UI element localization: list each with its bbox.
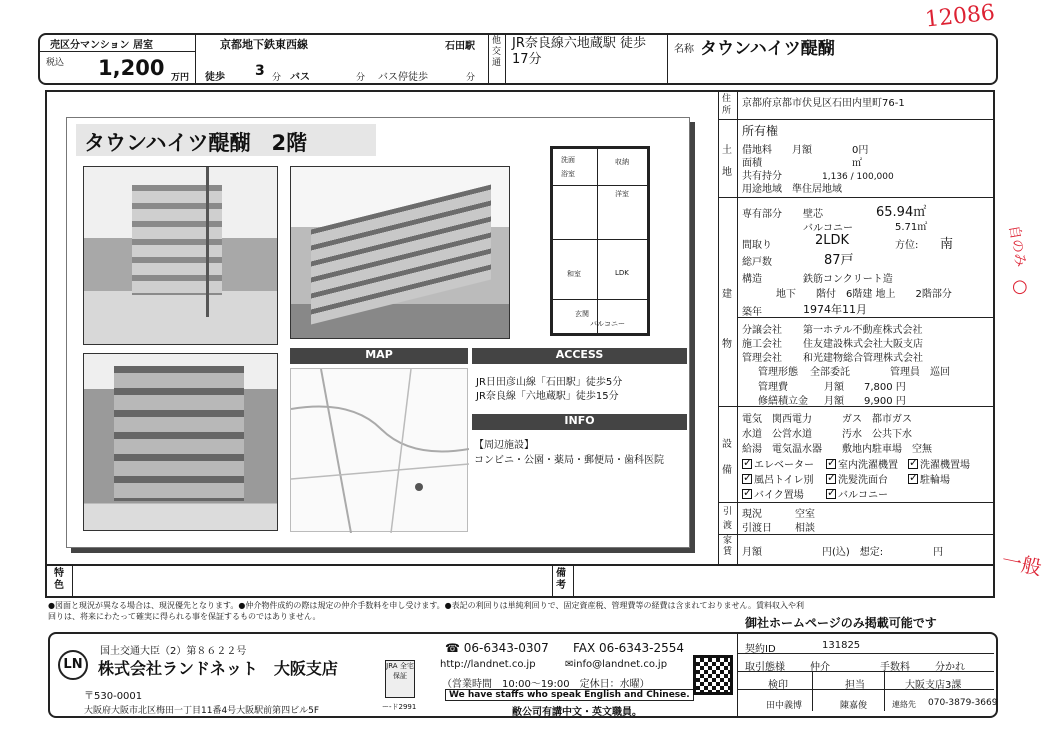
chinese-note: 敝公司有講中文・英文職員。 [512,707,642,718]
floor-plan [550,146,650,336]
facility-row-2: 水道 公営水道 汚水 公共下水 [742,429,912,440]
access-line-1: JR日田彦山線「石田駅」徒歩5分 [476,377,623,388]
floorplan-room-6: 玄関 [575,310,589,318]
fee-label: 手数料 [880,662,910,673]
checkbox-icon [826,474,836,484]
floorplan-room-4: 洗面 [561,156,575,164]
checkbox-icon [826,489,836,499]
tax-label: 税込 [46,58,65,68]
land-label: 土地 [722,145,732,178]
manager-value: 和光建物総合管理株式会社 [803,353,923,364]
land-area-label: 面積 [742,158,762,169]
address-value: 京都府京都市伏見区石田内里町76-1 [742,98,905,109]
handwritten-circle: ○ [1012,276,1028,297]
access-band: ACCESS [472,348,687,364]
mgmt-type-value: 全部委託 [810,367,850,378]
mgmt-fee-value: 月額 7,800 円 [824,382,906,393]
land-area-unit: ㎡ [852,158,862,169]
check-vanity[interactable]: ✓ 洗髪洗面台 [826,471,888,486]
floorplan-room-1: 洋室 [615,190,629,198]
status-label: 現況 [742,509,762,520]
facility-row-3: 給湯 電気温水器 敷地内駐車場 空無 [742,444,932,455]
check-stamp-label: 検印 [768,680,788,691]
other-transport-label: 他交通 [492,36,502,68]
info-band: INFO [472,414,687,430]
builder-value: 住友建設株式会社大阪支店 [803,339,923,350]
category-label: 売区分マンション 居室 [50,40,154,51]
remarks-row [45,564,995,598]
staff-name-2: 陳嘉俊 [840,701,868,711]
map-band: MAP [290,348,468,364]
photo-building-side [83,353,278,531]
qr-code-icon [693,655,733,695]
website-url[interactable]: http://landnet.co.jp [440,659,536,670]
balcony-label: バルコニー [803,223,853,234]
land-ownership: 所有権 [742,124,779,138]
land-lease-value: 月額 0円 [792,145,869,156]
walk-label: 徒歩 [205,72,225,83]
contact-value: 070-3879-3669 [928,698,998,708]
association-number: ー-ド2991 [382,703,417,711]
direction-label: 方位: [895,240,919,251]
layout-value: 2LDK [815,233,850,248]
company-address: 大阪府大阪市北区梅田一丁目11番4号大阪駅前第四ビル5F [84,706,320,716]
info-heading: 【周辺施設】 [474,440,534,451]
status-value: 空室 [795,509,815,520]
zoning-value: 準住居地域 [792,184,842,195]
floorplan-room-3: 和室 [567,270,581,278]
walk-minutes: 3 [255,63,265,79]
exclusive-label: 専有部分 [742,209,782,220]
company-logo: LN [58,650,88,680]
check-elevator[interactable]: ✓エレベーター [742,456,814,471]
land-lease-label: 借地料 [742,145,772,156]
check-washer-space[interactable]: ✓ 洗濯機置場 [908,456,970,471]
notes-label: 備考 [556,568,566,591]
direction-value: 南 [940,237,954,252]
other-transport-value: JR奈良線六地蔵駅 徒歩17分 [512,36,646,67]
handover-label: 引渡 [723,507,733,531]
disclaimer-2: 回りは、将来にわたって確実に得られる事を保証するものではありません。 [48,612,321,621]
bus-stop-unit: 分 [466,73,476,83]
tel-number: ☎ 06-6343-0307 [445,641,549,655]
floorplan-room-2: LDK [615,269,629,277]
built-label: 築年 [742,307,762,318]
contact-label: 連絡先 [892,700,916,709]
access-line-2: JR奈良線「六地蔵駅」徒歩15分 [476,391,619,402]
features-label: 特色 [54,568,64,591]
floors-value: 地下 階付 6階建 地上 2階部分 [776,289,952,300]
mgmt-type-label: 管理形態 [758,367,798,378]
rent-label: 家賃 [723,536,733,557]
units-value: 87戸 [824,253,854,268]
handwritten-number: 12086 [923,0,997,33]
business-hours: （営業時間 10:00～19:00 定休日：水曜） [442,679,650,690]
walk-unit: 分 [272,73,282,83]
floorplan-room-5: 浴室 [561,170,575,178]
property-name: タウンハイツ醍醐 [700,39,835,59]
email-address[interactable]: ✉info@landnet.co.jp [565,659,668,670]
mgmt-fee-label: 管理費 [758,382,788,393]
land-share-label: 共有持分 [742,171,782,182]
station-name: 石田駅 [445,41,475,52]
wall-center-label: 壁芯 [803,209,823,220]
english-note: We have staffs who speak English and Chinese. [445,689,694,701]
structure-value: 鉄筋コンクリート造 [803,274,893,285]
units-label: 総戸数 [742,257,772,268]
fee-value: 分かれ [935,662,965,673]
handover-date-label: 引渡日 [742,523,772,534]
rent-value: 月額 円(込) 想定: 円 [742,547,944,558]
info-text: コンビニ・公園・薬局・郵便局・歯科医院 [474,455,664,466]
handover-date-value: 相談 [795,523,815,534]
land-share-value: 1,136 / 100,000 [822,172,894,182]
checkbox-icon [742,459,752,469]
checkbox-icon [908,474,918,484]
name-label: 名称 [674,44,694,55]
handwritten-note-1: 自のみ [1005,224,1029,269]
check-bike-parking[interactable]: ✓バイク置場 [742,486,804,501]
building-label: 建物 [722,289,732,350]
builder-label: 施工会社 [742,339,782,350]
bus-label: バス [290,72,310,83]
facilities-label: 設備 [722,439,732,476]
floorplan-balcony: バルコニー [590,320,625,328]
checkbox-icon [742,489,752,499]
photo-building-aerial [290,166,510,339]
address-label: 住所 [722,94,732,116]
built-value: 1974年11月 [803,303,867,316]
bus-unit: 分 [356,73,366,83]
railway-line: 京都地下鉄東西線 [220,38,308,51]
checkbox-icon [908,459,918,469]
repair-fee-label: 修繕積立金 [758,396,808,407]
price-value: 1,200 [98,56,165,80]
map-area [290,368,468,532]
contract-id-value: 131825 [822,640,861,651]
check-bicycle[interactable]: ✓ 駐輪場 [908,471,950,486]
photo-building-street [83,166,278,345]
license-number: 国土交通大臣（2）第８６２２号 [100,646,247,657]
deal-type-value: 仲介 [810,662,830,673]
association-badge: JRA 全宅保証 [385,660,415,698]
disclaimer-1: ●図面と現況が異なる場合は、現況優先となります。●仲介物件成約の際は規定の仲介手数料を申し受けます。●表記の利回りは単純利回りで、固定資産税、管理費等の経費は含まれておりません。賃料収入や利 [48,601,804,610]
check-indoor-washer[interactable]: ✓ 室内洗濯機置 [826,456,898,471]
zoning-label: 用途地域 [742,184,782,195]
flyer-title: タウンハイツ醍醐 2階 [84,131,308,155]
branch-value: 大阪支店3課 [905,680,962,691]
balcony-area: 5.71㎡ [895,222,928,233]
check-separate-bath[interactable]: ✓風呂トイレ別 [742,471,814,486]
facility-row-1: 電気 関西電力 ガス 都市ガス [742,414,912,425]
seller-label: 分譲会社 [742,325,782,336]
checkbox-icon [826,459,836,469]
postal-code: 〒530-0001 [84,691,143,702]
bus-stop-label: バス停徒歩 [378,72,428,83]
company-name: 株式会社ランドネット 大阪支店 [98,659,338,678]
manager-label: 管理会社 [742,353,782,364]
contract-id-label: 契約ID [745,644,776,655]
structure-label: 構造 [742,274,762,285]
land-section [742,122,992,193]
mgmt-staff-value: 管理員 巡回 [890,367,950,378]
seller-value: 第一ホテル不動産株式会社 [803,325,923,336]
check-balcony[interactable]: ✓ バルコニー [826,486,888,501]
repair-fee-value: 月額 9,900 円 [824,396,906,407]
exclusive-area: 65.94㎡ [876,205,927,220]
fax-number: FAX 06-6343-2554 [573,641,685,655]
floorplan-room-7: 収納 [615,158,629,166]
staff-label: 担当 [845,680,865,691]
checkbox-icon [742,474,752,484]
staff-name-1: 田中義博 [766,701,803,711]
handwritten-note-2: 一般 [999,548,1044,580]
layout-label: 間取り [742,240,772,251]
tagline: 御社ホームページのみ掲載可能です [745,616,937,630]
price-unit: 万円 [171,73,190,83]
deal-type-label: 取引態様 [745,662,785,673]
